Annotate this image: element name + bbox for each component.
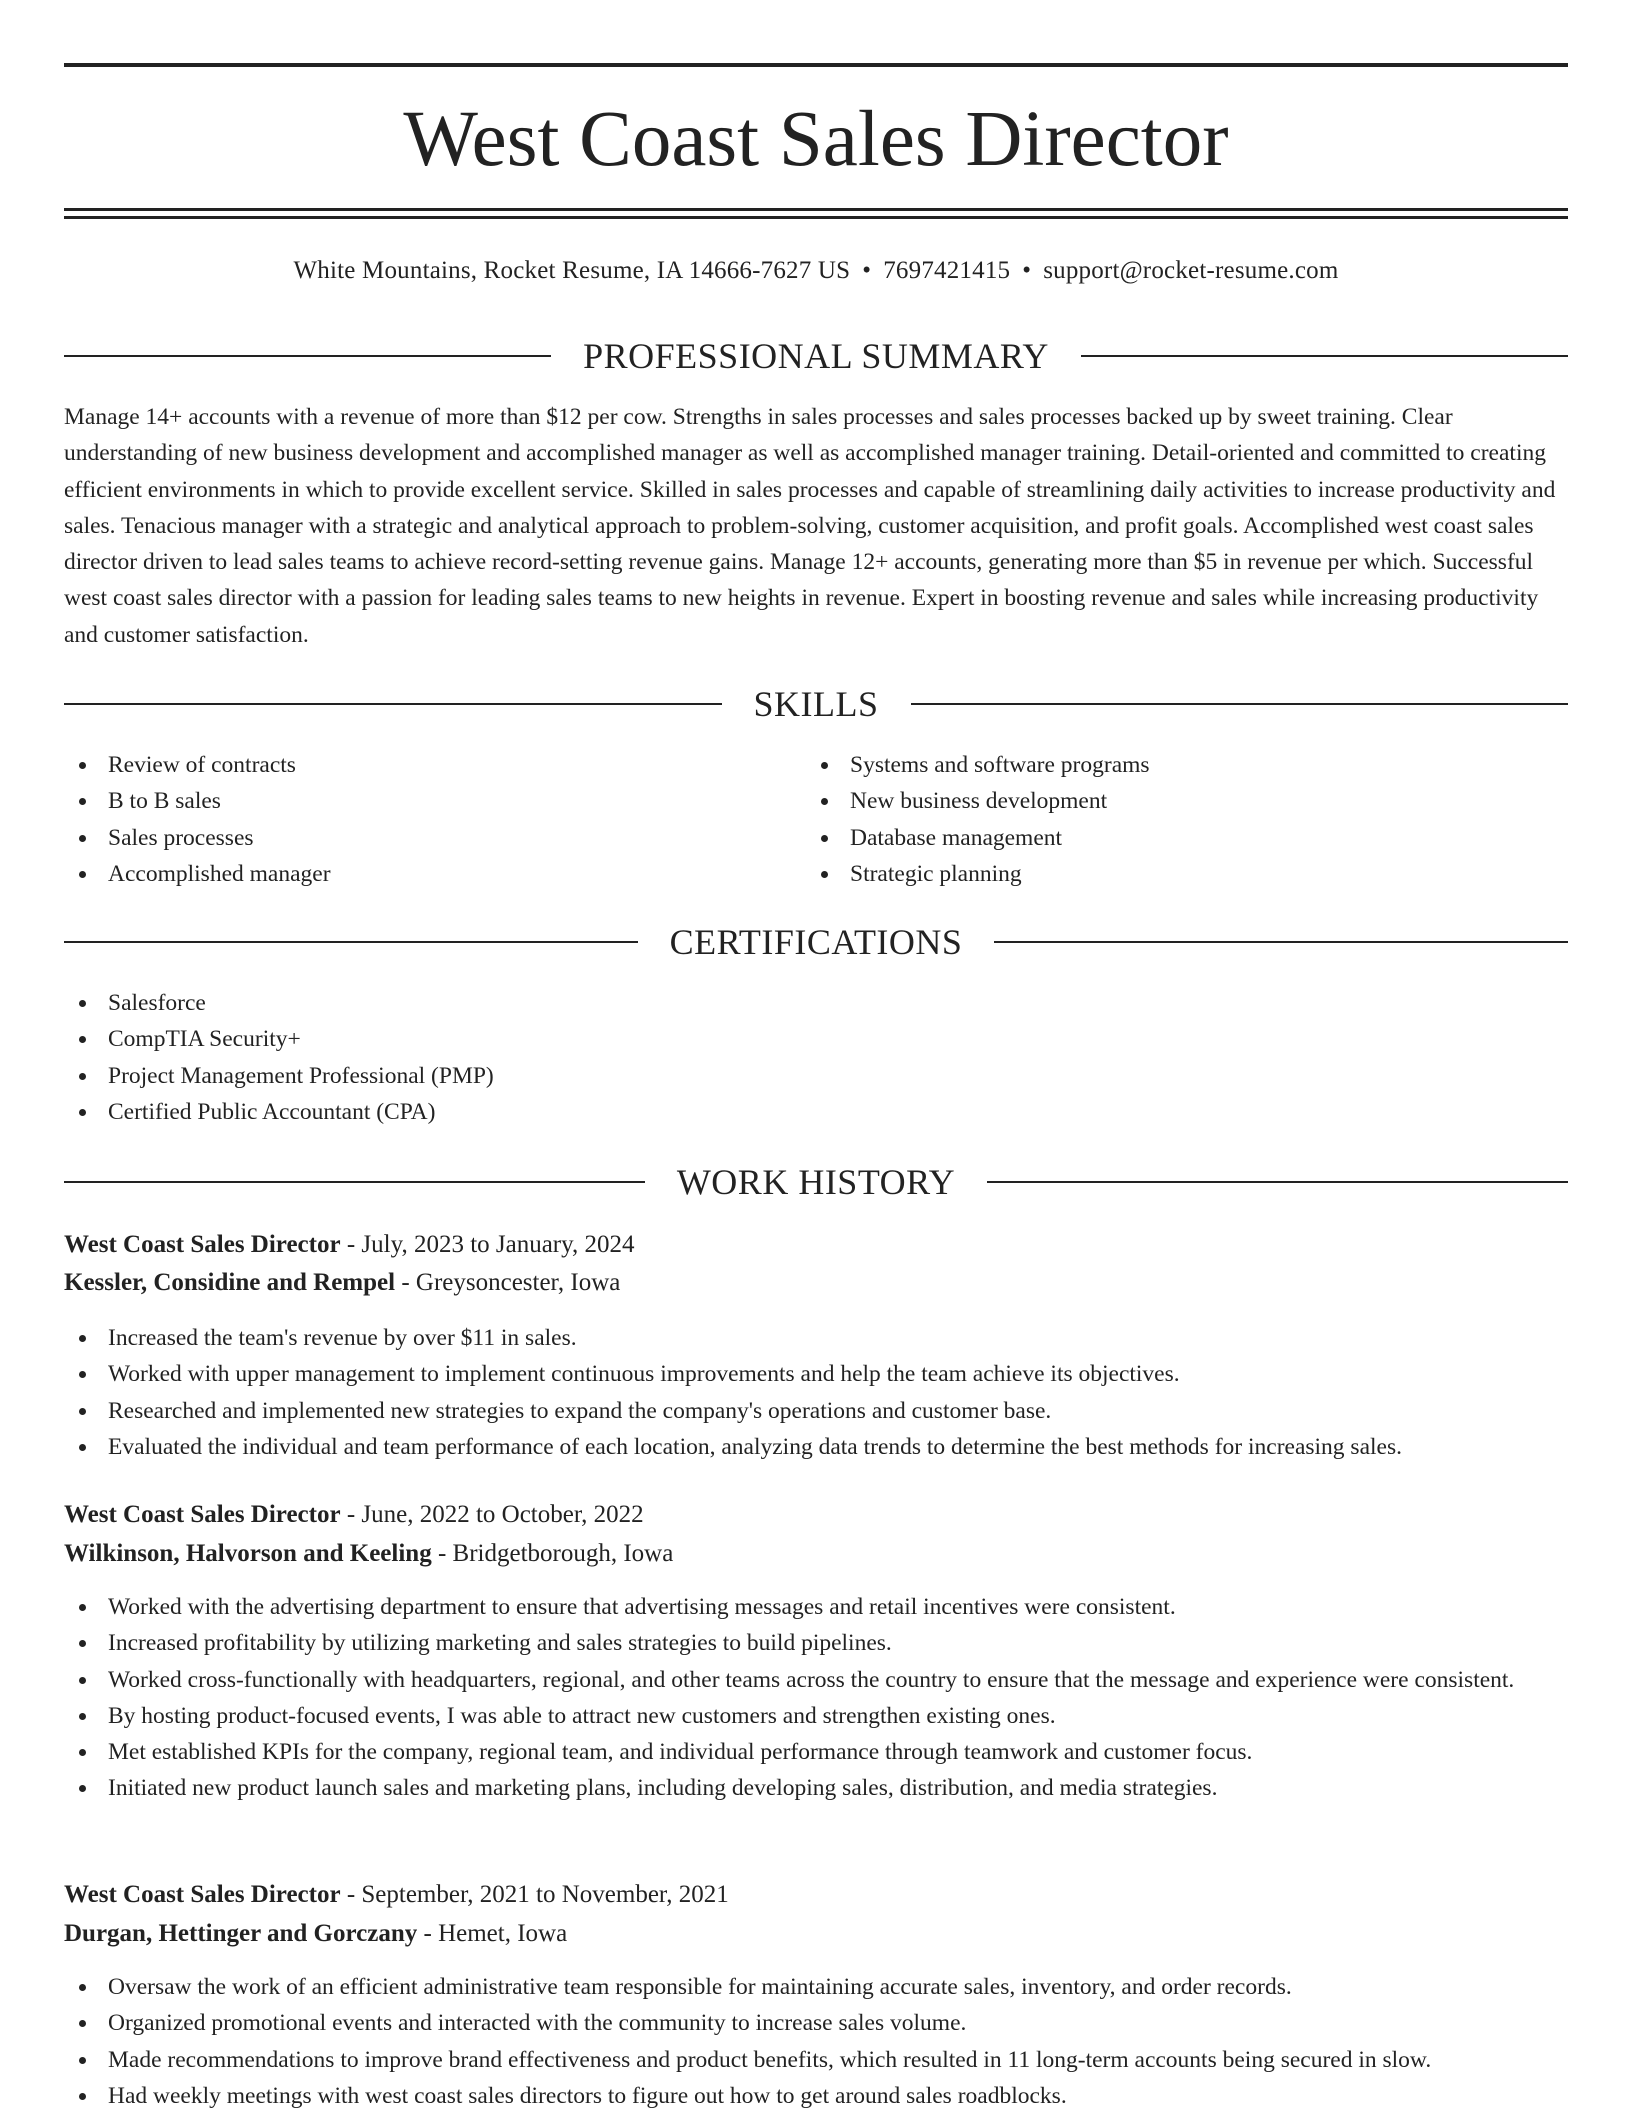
job-bullet: By hosting product-focused events, I was able to attract new customers and strengthen existing ones. xyxy=(64,1698,1568,1734)
job-company: Wilkinson, Halvorson and Keeling xyxy=(64,1540,432,1567)
job-company-line xyxy=(64,1535,1568,1573)
job-title: West Coast Sales Director xyxy=(64,1501,341,1528)
job-location: - Bridgetborough, Iowa xyxy=(437,1540,674,1567)
skill-item: Accomplished manager xyxy=(64,856,764,892)
job-location: - Hemet, Iowa xyxy=(423,1920,568,1947)
job-dates: - September, 2021 to November, 2021 xyxy=(346,1881,729,1908)
job-bullet: Had weekly meetings with west coast sales directors to figure out how to get around sales roadblocks. xyxy=(64,2078,1568,2114)
contact-line xyxy=(64,254,1568,288)
job-bullet: Researched and implemented new strategies to expand the company's operations and customer base. xyxy=(64,1393,1568,1429)
skills-list-left xyxy=(64,747,764,892)
certification-item: CompTIA Security+ xyxy=(64,1021,1568,1057)
heading-rule xyxy=(987,1181,1568,1183)
job-location: - Greysoncester, Iowa xyxy=(401,1269,621,1296)
contact-separator: • xyxy=(1022,257,1032,284)
skill-item: Database management xyxy=(806,820,1566,856)
job-bullet: Organized promotional events and interacted with the community to increase sales volume. xyxy=(64,2005,1568,2041)
job-title: West Coast Sales Director xyxy=(64,1231,341,1258)
certification-item: Certified Public Accountant (CPA) xyxy=(64,1094,1568,1130)
summary-text: Manage 14+ accounts with a revenue of more than $12 per cow. Strengths in sales processes and sales processes backed up by sweet training. Clear understanding of new business development and accomplished manager as well as accomplished manager training. Detail-oriented and committed to creating efficient environments in which to provide excellent service. Skilled in sales processes and capable of streamlining daily activities to increase productivity and sales. Tenacious manager with a strategic and analytical approach to problem-solving, customer acquisition, and profit goals. Accomplished west coast sales director driven to lead sales teams to achieve record-setting revenue gains. Manage 12+ accounts, generating more than $5 in revenue per which. Successful west coast sales director with a passion for leading sales teams to new heights in revenue. Expert in boosting revenue and sales while increasing productivity and customer satisfaction. xyxy=(64,404,1556,648)
section-heading-work-history xyxy=(64,1160,1568,1204)
job-bullet: Increased the team's revenue by over $11 in sales. xyxy=(64,1320,1568,1356)
job-bullet: Made recommendations to improve brand effectiveness and product benefits, which resulted in 11 long-term accounts being secured in slow. xyxy=(64,2042,1568,2078)
contact-separator: • xyxy=(862,257,872,284)
header-double-rule-upper xyxy=(64,208,1568,211)
section-title-certifications: CERTIFICATIONS xyxy=(669,922,963,962)
skill-item: Systems and software programs xyxy=(806,747,1566,783)
job-company-line xyxy=(64,1915,1568,1953)
heading-rule xyxy=(64,1181,645,1183)
job-bullet: Worked with upper management to implement continuous improvements and help the team achieve its objectives. xyxy=(64,1356,1568,1392)
job-company-line xyxy=(64,1264,1568,1302)
job-bullet: Initiated new product launch sales and marketing plans, including developing sales, distribution, and media strategies. xyxy=(64,1770,1568,1806)
heading-rule xyxy=(994,941,1568,943)
job-title: West Coast Sales Director xyxy=(64,1881,341,1908)
heading-rule xyxy=(64,941,638,943)
section-heading-skills xyxy=(64,682,1568,726)
job-bullet: Evaluated the individual and team performance of each location, analyzing data trends to determine the best methods for increasing sales. xyxy=(64,1429,1568,1465)
job-bullet: Oversaw the work of an efficient administrative team responsible for maintaining accurate sales, inventory, and order records. xyxy=(64,1969,1568,2005)
skill-item: Sales processes xyxy=(64,820,764,856)
skills-list-right xyxy=(806,747,1566,892)
job-bullet: Worked cross-functionally with headquarters, regional, and other teams across the country to ensure that the message and experience were consistent. xyxy=(64,1662,1568,1698)
job-company: Durgan, Hettinger and Gorczany xyxy=(64,1920,418,1947)
header-top-rule xyxy=(64,63,1568,67)
heading-rule xyxy=(64,703,722,705)
certifications-list xyxy=(64,985,1568,1130)
section-title-skills: SKILLS xyxy=(753,684,879,724)
heading-rule xyxy=(1081,355,1568,357)
section-title-summary: PROFESSIONAL SUMMARY xyxy=(583,336,1049,376)
contact-email: support@rocket-resume.com xyxy=(1043,257,1339,284)
job-bullets xyxy=(64,1589,1568,1807)
job-bullet: Met established KPIs for the company, regional team, and individual performance through teamwork and customer focus. xyxy=(64,1734,1568,1770)
skill-item: Review of contracts xyxy=(64,747,764,783)
resume-title: West Coast Sales Director xyxy=(403,96,1229,183)
job-bullets xyxy=(64,1969,1568,2114)
header-double-rule-lower xyxy=(64,216,1568,219)
job-bullet: Worked with the advertising department to ensure that advertising messages and retail incentives were consistent. xyxy=(64,1589,1568,1625)
job-company: Kessler, Considine and Rempel xyxy=(64,1269,396,1296)
job-title-line xyxy=(64,1496,1568,1534)
certification-item: Salesforce xyxy=(64,985,1568,1021)
heading-rule xyxy=(911,703,1569,705)
skill-item: Strategic planning xyxy=(806,856,1566,892)
section-heading-certifications xyxy=(64,920,1568,964)
skill-item: B to B sales xyxy=(64,783,764,819)
job-title-line xyxy=(64,1226,1568,1264)
section-title-work-history: WORK HISTORY xyxy=(676,1162,956,1202)
certification-item: Project Management Professional (PMP) xyxy=(64,1058,1568,1094)
job-bullets xyxy=(64,1320,1568,1465)
heading-rule xyxy=(64,355,551,357)
job-title-line xyxy=(64,1876,1568,1914)
job-dates: - July, 2023 to January, 2024 xyxy=(346,1231,635,1258)
job-dates: - June, 2022 to October, 2022 xyxy=(346,1501,644,1528)
job-bullet: Increased profitability by utilizing marketing and sales strategies to build pipelines. xyxy=(64,1625,1568,1661)
skill-item: New business development xyxy=(806,783,1566,819)
contact-phone: 7697421415 xyxy=(883,257,1011,284)
contact-address: White Mountains, Rocket Resume, IA 14666-7627 US xyxy=(293,257,851,284)
section-heading-summary xyxy=(64,334,1568,378)
